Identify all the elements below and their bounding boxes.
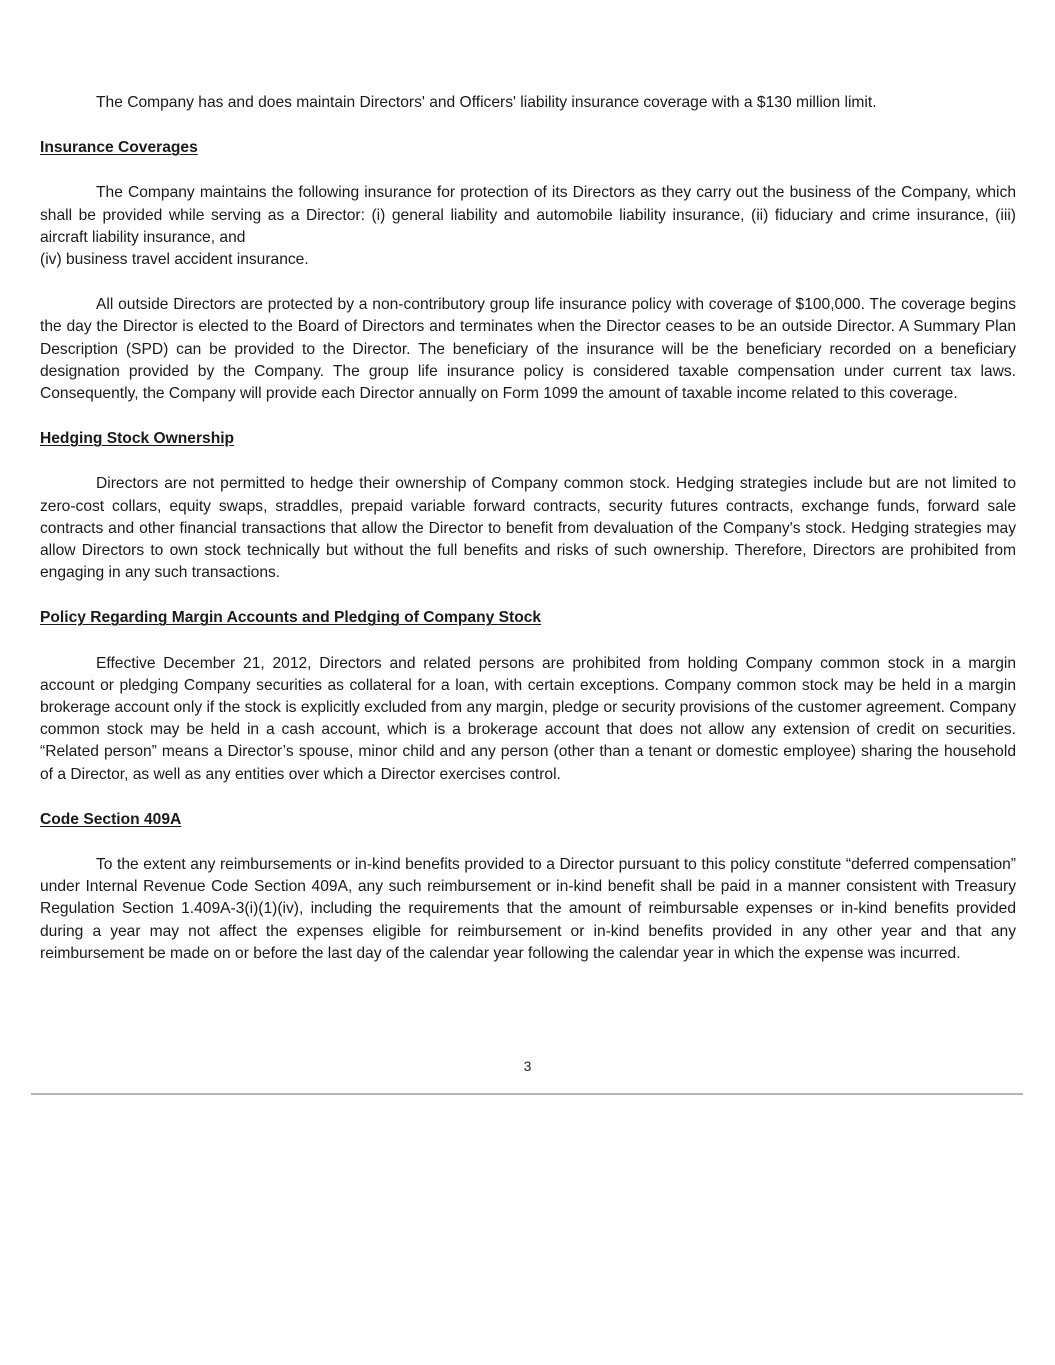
margin-pledging-paragraph: Effective December 21, 2012, Directors and related persons are prohibited from holding Company common stock in a margin account or pledging Company securities as collateral for a loan, with certain exceptions. Company common stock may be held in a margin brokerage account only if the stock is explicitly excluded from any margin, pledge or security provisions of the customer agreement. Company common stock may be held in a cash account, which is a brokerage account that does not allow any extension of credit on securities. “Related person” means a Director’s spouse, minor child and any person (other than a tenant or domestic employee) sharing the household of a Director, as well as any entities over which a Director exercises control. bbox=[40, 654, 1016, 783]
code-section-409a-paragraph: To the extent any reimbursements or in-kind benefits provided to a Director pursuant to this policy constitute “deferred compensation” under Internal Revenue Code Section 409A, any such reimbursement or in-kind benefit shall be paid in a manner consistent with Treasury Regulation Section 1.409A-3(i)(1)(iv), including the requirements that the amount of reimbursable expenses or in-kind benefits provided during a year may not affect the expenses eligible for reimbursement or in-kind benefits provided in any other year and that any reimbursement be made on or before the last day of the calendar year following the calendar year in which the expense was incurred. bbox=[40, 856, 1016, 962]
intro-paragraph: The Company has and does maintain Directors' and Officers' liability insurance coverage with a $130 million limit. bbox=[96, 94, 877, 111]
insurance-coverages-paragraph: The Company maintains the following insurance for protection of its Directors as they carry out the business of the Company, which shall be provided while serving as a Director: (i) general liability and automobile liability insurance, (ii) fiduciary and crime insurance, (iii) aircraft liability insurance, and bbox=[40, 184, 1016, 246]
section-heading-hedging-stock-ownership: Hedging Stock Ownership bbox=[40, 430, 235, 448]
section-heading-margin-pledging: Policy Regarding Margin Accounts and Pledging of Company Stock bbox=[40, 609, 542, 627]
insurance-coverages-continuation: (iv) business travel accident insurance. bbox=[40, 251, 309, 269]
section-heading-code-section-409a: Code Section 409A bbox=[40, 810, 182, 828]
page-divider bbox=[31, 1093, 1023, 1095]
hedging-paragraph: Directors are not permitted to hedge their ownership of Company common stock. Hedging strategies include but are not limited to zero-cost collars, equity swaps, straddles, prepaid variable forward contracts, security futures contracts, exchange funds, forward sale contracts and other financial transactions that allow the Director to benefit from devaluation of the Company's stock. Hedging strategies may allow Directors to own stock technically but without the full benefits and risks of such ownership. Therefore, Directors are prohibited from engaging in any such transactions. bbox=[40, 475, 1016, 582]
group-life-insurance-paragraph: All outside Directors are protected by a non-contributory group life insurance policy with coverage of $100,000. The coverage begins the day the Director is elected to the Board of Directors and terminates when the Director ceases to be an outside Director. A Summary Plan Description (SPD) can be provided to the Director. The beneficiary of the insurance will be the beneficiary recorded on a beneficiary designation provided by the Company. The group life insurance policy is considered taxable compensation under current tax laws. Consequently, the Company will provide each Director annually on Form 1099 the amount of taxable income related to this coverage. bbox=[40, 296, 1016, 403]
section-heading-insurance-coverages: Insurance Coverages bbox=[40, 139, 198, 157]
document-page bbox=[40, 92, 1016, 965]
page-number: 3 bbox=[523, 1058, 532, 1074]
